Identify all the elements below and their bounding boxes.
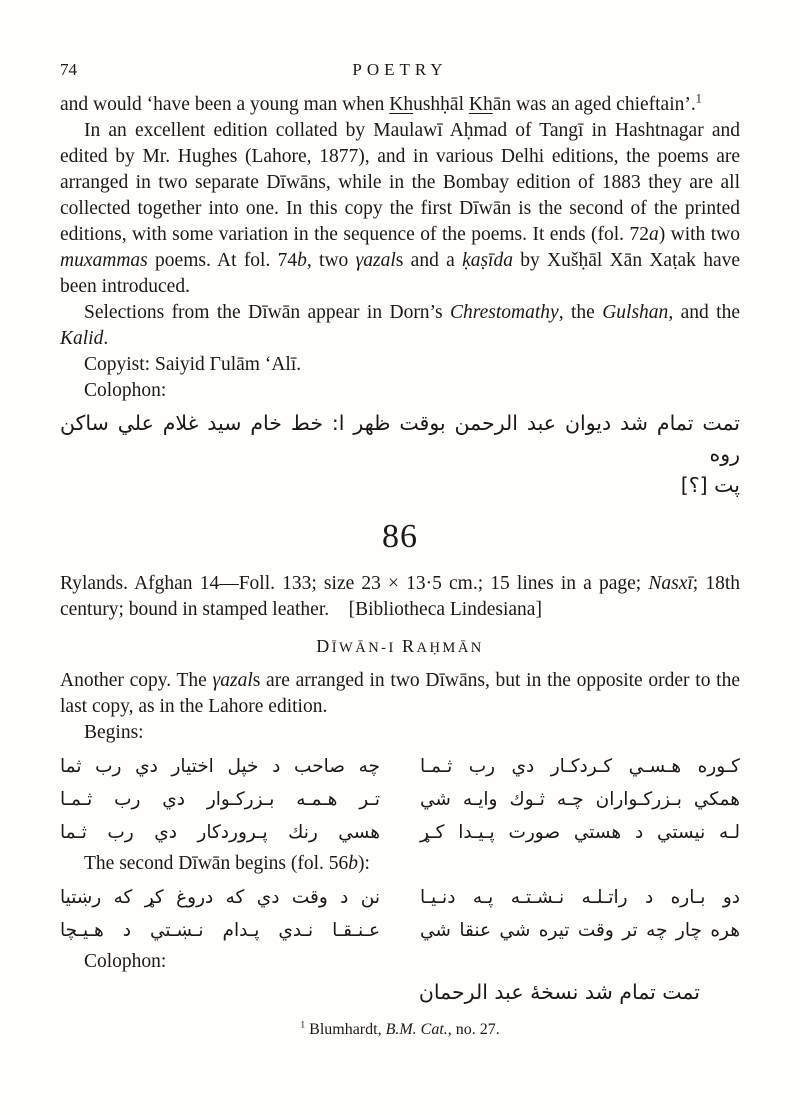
- verse-block-begins: [60, 750, 740, 849]
- verse-couplet: [60, 816, 740, 849]
- verse-block-second-diwan: [60, 881, 740, 947]
- paragraph-another-copy: Another copy. The γazals are arranged in two Dīwāns, but in the opposite order to the last copy, as in the Lahore edition.: [60, 670, 740, 717]
- colophon-arabic-1-line2: پت [؟]: [680, 473, 740, 497]
- running-title: POETRY: [352, 60, 448, 79]
- entry-number: 86: [382, 518, 418, 555]
- colophon-arabic-2: تمت تمام شد نسخهٔ عبد الرحمان: [418, 980, 700, 1004]
- hemistich-right: همكي بـزركـواران چـه ثـوك وايـه شي: [420, 789, 740, 810]
- hemistich-left: چه صاحب د خپل اختيار دي رب ثما: [60, 756, 380, 777]
- paragraph-editions: In an excellent edition collated by Maulawī Aḥmad of Tangī in Hashtnagar and edited by Mr. Hughes (Lahore, 1877), and in various Delhi editions, the poems are arranged in two separate Dīwāns, while in the Bombay edition of 1883 they are all collected together into one. In this copy the first Dīwān is the second of the printed editions, with some variation in the sequence of the poems. It ends (fol. 72a) with two muxammas poems. At fol. 74b, two γazals and a ḳaṣīda by Xušḥāl Xān Xaṭak have been introduced.: [60, 120, 741, 297]
- entry-title-heading: DĪWĀN-I RAḤMĀN: [316, 636, 484, 656]
- page-number: 74: [60, 60, 77, 79]
- second-diwan-line: The second Dīwān begins (fol. 56b):: [84, 853, 370, 874]
- running-header: [60, 60, 740, 84]
- colophon-label-1: Colophon:: [84, 380, 167, 401]
- entry-description: Rylands. Afghan 14—Foll. 133; size 23 × 13·5 cm.; 15 lines in a page; Nasxī; 18th century; bound in stamped leather. [Bibliotheca Lindesiana]: [60, 573, 740, 620]
- verse-couplet: [60, 750, 740, 783]
- hemistich-left: نن د وقت دي كه دروغ كړ كه رښتيا: [60, 887, 380, 908]
- copyist-line: Copyist: Saiyid Γulām ‘Alī.: [84, 354, 302, 375]
- verse-couplet: [60, 914, 740, 947]
- begins-label: Begins:: [84, 722, 144, 743]
- colophon-label-2: Colophon:: [84, 951, 167, 972]
- footnote: $^1$ Blumhardt, B.M. Cat., no. 27.: [300, 1019, 500, 1038]
- verse-couplet: [60, 881, 740, 914]
- paragraph-selections: Selections from the Dīwān appear in Dorn’s Chrestomathy, the Gulshan, and the Kalid.: [60, 302, 740, 349]
- verse-couplet: [60, 783, 740, 816]
- hemistich-right: كـوره هـسـي كـردكـار دي رب ثـمـا: [420, 756, 740, 777]
- hemistich-right: لـه نيستي د هستي صورت پـيـدا كـړ: [420, 822, 740, 843]
- hemistich-left: عـنـقـا نـدي پـدام نـښـتي د هـيـچا: [60, 920, 380, 941]
- colophon-arabic-1: [60, 408, 740, 501]
- hemistich-right: دو بـاره د راتـلـه نـشـتـه پـه دنـيـا: [420, 887, 740, 908]
- hemistich-left: تـر هـمـه بـزركـوار دي رب ثـمـا: [60, 789, 380, 810]
- hemistich-left: هسي رنك پـروردكار دي رب ثـما: [60, 822, 380, 843]
- colophon-arabic-1-line1: تمت تمام شد ديوان عبد الرحمن بوقت ظهر ا: خط خام سيد غلام علي ساكن روه: [60, 411, 740, 466]
- paragraph-continuation: and would ‘have been a young man when Khushḥāl Khān was an aged chieftain’.$^1$: [60, 91, 702, 115]
- hemistich-right: هره چار چه تر وقت تيره شي عنقا شي: [420, 920, 740, 941]
